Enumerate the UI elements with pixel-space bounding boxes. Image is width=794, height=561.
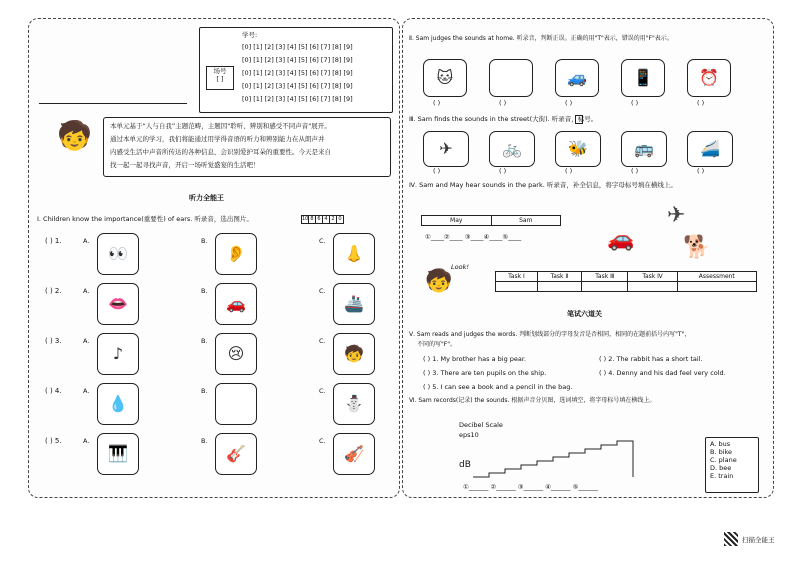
q3-title: Ⅲ. Sam finds the sounds in the street(大街). 听录音，标号。 xyxy=(409,115,598,123)
dog-pic-icon: 🐕 xyxy=(683,235,711,260)
q4-table xyxy=(421,215,561,226)
task-table xyxy=(495,271,757,292)
boy-look-icon: 🧒 xyxy=(425,269,453,294)
q5-title-2: 不同的写"F"。 xyxy=(417,341,456,348)
picture-option[interactable] xyxy=(97,233,139,275)
q2-title: Ⅱ. Sam judges the sounds at home. 听录音，判断正误。正确的用"T"表示，错误的用"F"表示。 xyxy=(409,35,673,42)
intro-line: 本单元基于“人与自我”主题范畴，主题因"聆听、辨别和感受不同声音"展开。 xyxy=(110,122,331,130)
picture-option[interactable] xyxy=(215,333,257,375)
bus-icon: 🚌 xyxy=(634,139,654,158)
q2-picture[interactable] xyxy=(423,59,467,97)
q5-item[interactable]: ( ) 4. Denny and his dad feel very cold. xyxy=(599,369,726,377)
erhu-icon: 🎻 xyxy=(344,444,364,463)
intro-line: 内感受生活中声音所传达的各种信息，会识别爱护耳朵的重要性。今天是来自 xyxy=(110,148,331,156)
phone-icon: 📱 xyxy=(633,68,653,87)
word-option: D. bee xyxy=(710,464,732,472)
q4-title: Ⅳ. Sam and May hear sounds in the park. 听录音，补全信息，将字母标号填在横线上。 xyxy=(409,181,677,189)
option-letter: B. xyxy=(201,237,208,245)
q5-title: Ⅴ. Sam reads and judges the words. 判断划线部分的字母发音是否相同，相同的在题前括号内写"T"， xyxy=(409,331,691,338)
ship-icon: 🚢 xyxy=(344,294,364,313)
qr-code-icon xyxy=(724,532,738,546)
intro-box xyxy=(103,117,391,177)
picture-option[interactable] xyxy=(97,283,139,325)
mouth-icon: 👄 xyxy=(108,294,128,313)
right-page xyxy=(402,18,774,498)
eyes-icon: 👀 xyxy=(108,244,128,263)
train-icon: 🚄 xyxy=(700,139,720,158)
q3-picture[interactable] xyxy=(621,131,667,167)
scan-label: 扫描全能王 xyxy=(742,536,775,544)
q1-answer-paren[interactable]: ( ) 2. xyxy=(45,287,62,295)
student-id-label: 学号: xyxy=(242,31,258,39)
q4-blanks[interactable]: ①____②____ ③____④____⑤____ xyxy=(425,233,522,241)
q2-answer-paren[interactable]: ( ) xyxy=(565,99,573,107)
q1-title: Ⅰ. Children know the importance(重要性) of ears. 听录音，选出图片。 xyxy=(37,215,253,223)
q1-answer-paren[interactable]: ( ) 4. xyxy=(45,387,62,395)
picture-option[interactable] xyxy=(97,433,139,475)
q3-answer-paren[interactable]: ( ) xyxy=(499,167,507,175)
picture-option[interactable] xyxy=(97,333,139,375)
task-head: Task Ⅳ xyxy=(628,272,677,282)
car-pic-icon: 🚗 xyxy=(607,227,635,252)
q2-picture[interactable] xyxy=(621,59,665,97)
word-box xyxy=(705,437,759,493)
score-cell: 4 xyxy=(323,216,330,223)
clock-icon: ⏰ xyxy=(699,68,719,87)
q6-blanks[interactable]: ①______ ②______ ③______ ④______ ⑤______ xyxy=(463,483,598,491)
task-head: Assessment xyxy=(677,272,756,282)
q2-answer-paren[interactable]: ( ) xyxy=(631,99,639,107)
picture-option[interactable] xyxy=(215,433,257,475)
intro-line: 通过本单元的学习，我们将能通过用学得音语的听力和辨别能力在从朗声并 xyxy=(110,135,325,143)
score-box[interactable] xyxy=(301,215,344,224)
cat-icon: 🐱 xyxy=(436,68,454,87)
option-letter: A. xyxy=(83,287,90,295)
id-digits-row[interactable]: [0] [1] [2] [3] [4] [5] [6] [7] [8] [9] xyxy=(242,82,353,90)
q3-picture[interactable] xyxy=(423,131,469,167)
word-option: A. bus xyxy=(710,440,731,448)
task-cell[interactable] xyxy=(628,282,677,292)
task-head: Task Ⅲ xyxy=(582,272,628,282)
q2-answer-paren[interactable]: ( ) xyxy=(499,99,507,107)
option-letter: B. xyxy=(201,387,208,395)
picture-option[interactable] xyxy=(333,333,375,375)
plane-pic-icon: ✈ xyxy=(667,203,686,228)
score-cell: 0 xyxy=(338,216,342,222)
score-cell: 2 xyxy=(330,216,337,223)
boy-look-caption: Look! xyxy=(451,263,469,271)
score-cell xyxy=(576,116,582,123)
option-letter: C. xyxy=(319,387,326,395)
q3-answer-paren[interactable]: ( ) xyxy=(631,167,639,175)
q5-item[interactable]: ( ) 1. My brother has a big pear. xyxy=(423,355,527,363)
score-cell: 6 xyxy=(316,216,323,223)
q6-title: Ⅵ. Sam records(记录) the sounds. 根据声音分贝图，选词填空，将字母标号填在横线上。 xyxy=(409,397,656,404)
picture-option[interactable] xyxy=(97,383,139,425)
q3-answer-paren[interactable]: ( ) xyxy=(697,167,705,175)
q1-answer-paren[interactable]: ( ) 5. xyxy=(45,437,62,445)
word-option: B. bike xyxy=(710,448,733,456)
park-scene-icon xyxy=(587,199,737,269)
task-head: Task Ⅰ xyxy=(496,272,538,282)
q1-answer-paren[interactable]: ( ) 3. xyxy=(45,337,62,345)
id-digits-row[interactable]: [0] [1] [2] [3] [4] [5] [6] [7] [8] [9] xyxy=(242,95,353,103)
table-header: May xyxy=(422,216,492,226)
airplane-icon: ✈ xyxy=(439,139,453,158)
task-cell[interactable] xyxy=(677,282,756,292)
decibel-scale xyxy=(459,439,659,479)
q2-picture[interactable] xyxy=(687,59,731,97)
nose-icon: 👃 xyxy=(344,244,364,263)
q1-answer-paren[interactable]: ( ) 1. xyxy=(45,237,62,245)
word-option: E. train xyxy=(710,472,734,480)
id-digits-row[interactable]: [0] [1] [2] [3] [4] [5] [6] [7] [8] [9] xyxy=(242,69,353,77)
q3-picture[interactable] xyxy=(687,131,733,167)
q2-answer-paren[interactable]: ( ) xyxy=(697,99,705,107)
snowman-icon: ⛄ xyxy=(344,394,364,413)
task-cell[interactable] xyxy=(582,282,628,292)
piano-icon: 🎹 xyxy=(108,444,128,463)
score-cell: 10 xyxy=(302,216,309,222)
q3-answer-paren[interactable]: ( ) xyxy=(433,167,441,175)
task-head: Task Ⅱ xyxy=(537,272,581,282)
option-letter: A. xyxy=(83,337,90,345)
toy-car-icon: 🚙 xyxy=(567,68,587,87)
option-letter: C. xyxy=(319,337,326,345)
exam-number-label: 场号 xyxy=(213,67,227,75)
ears-icon: 👂 xyxy=(226,244,246,263)
word-option: C. plane xyxy=(710,456,737,464)
option-letter: B. xyxy=(201,287,208,295)
intro-line: 找一起一起寻找声音，开启一场听觉盛宴的生活吧！ xyxy=(110,161,260,169)
q3-answer-paren[interactable]: ( ) xyxy=(565,167,573,175)
option-letter: A. xyxy=(83,387,90,395)
boy-icon: 🧒 xyxy=(344,344,364,363)
decibel-stairs xyxy=(459,439,659,479)
option-letter: B. xyxy=(201,437,208,445)
score-box[interactable] xyxy=(575,115,583,124)
written-banner: 笔试六道关 xyxy=(567,310,602,318)
picture-option[interactable] xyxy=(215,383,257,425)
picture-option[interactable] xyxy=(333,433,375,475)
student-id-box xyxy=(199,27,393,113)
table-header: Sam xyxy=(491,216,561,226)
scale-subtitle: eps10 xyxy=(459,431,479,439)
raindrops-icon: 💧 xyxy=(108,394,128,413)
car-icon: 🚗 xyxy=(226,294,246,313)
id-digits-row[interactable]: [0] [1] [2] [3] [4] [5] [6] [7] [8] [9] xyxy=(242,56,353,64)
exam-number-box xyxy=(206,66,234,90)
task-cell[interactable] xyxy=(496,282,538,292)
score-cell: 8 xyxy=(309,216,316,223)
task-cell[interactable] xyxy=(537,282,581,292)
option-letter: A. xyxy=(83,237,90,245)
q3-picture[interactable] xyxy=(555,131,601,167)
q5-item[interactable]: ( ) 2. The rabbit has a short tail. xyxy=(599,355,703,363)
listening-banner: 听力全能王 xyxy=(189,194,224,202)
option-letter: B. xyxy=(201,337,208,345)
scale-title: Decibel Scale xyxy=(459,421,503,429)
crying-face-icon: 😢 xyxy=(227,344,245,363)
picture-option[interactable] xyxy=(215,233,257,275)
q3-picture[interactable] xyxy=(489,131,535,167)
option-letter: C. xyxy=(319,287,326,295)
bee-icon: 🐝 xyxy=(568,139,588,158)
singing-icon: ♪ xyxy=(112,344,124,363)
id-digits-row[interactable]: [0] [1] [2] [3] [4] [5] [6] [7] [8] [9] xyxy=(242,43,353,51)
q2-picture[interactable] xyxy=(555,59,599,97)
picture-option[interactable] xyxy=(333,233,375,275)
guitar-icon: 🎸 xyxy=(226,444,246,463)
q5-item[interactable]: ( ) 5. I can see a book and a pencil in the bag. xyxy=(423,383,573,391)
db-label: dB xyxy=(459,460,471,470)
bike-icon: 🚲 xyxy=(502,139,522,158)
boy-mascot-icon: 🧒 xyxy=(57,119,92,152)
option-letter: C. xyxy=(319,237,326,245)
left-page xyxy=(28,18,400,498)
q2-answer-paren[interactable]: ( ) xyxy=(433,99,441,107)
name-underline xyxy=(39,103,187,104)
q5-item[interactable]: ( ) 3. There are ten pupils on the ship. xyxy=(423,369,547,377)
picture-option[interactable] xyxy=(215,283,257,325)
picture-option[interactable] xyxy=(333,383,375,425)
option-letter: A. xyxy=(83,437,90,445)
exam-number-field[interactable]: [ ] xyxy=(216,75,224,83)
option-letter: C. xyxy=(319,437,326,445)
q2-picture[interactable] xyxy=(489,59,533,97)
picture-option[interactable] xyxy=(333,283,375,325)
